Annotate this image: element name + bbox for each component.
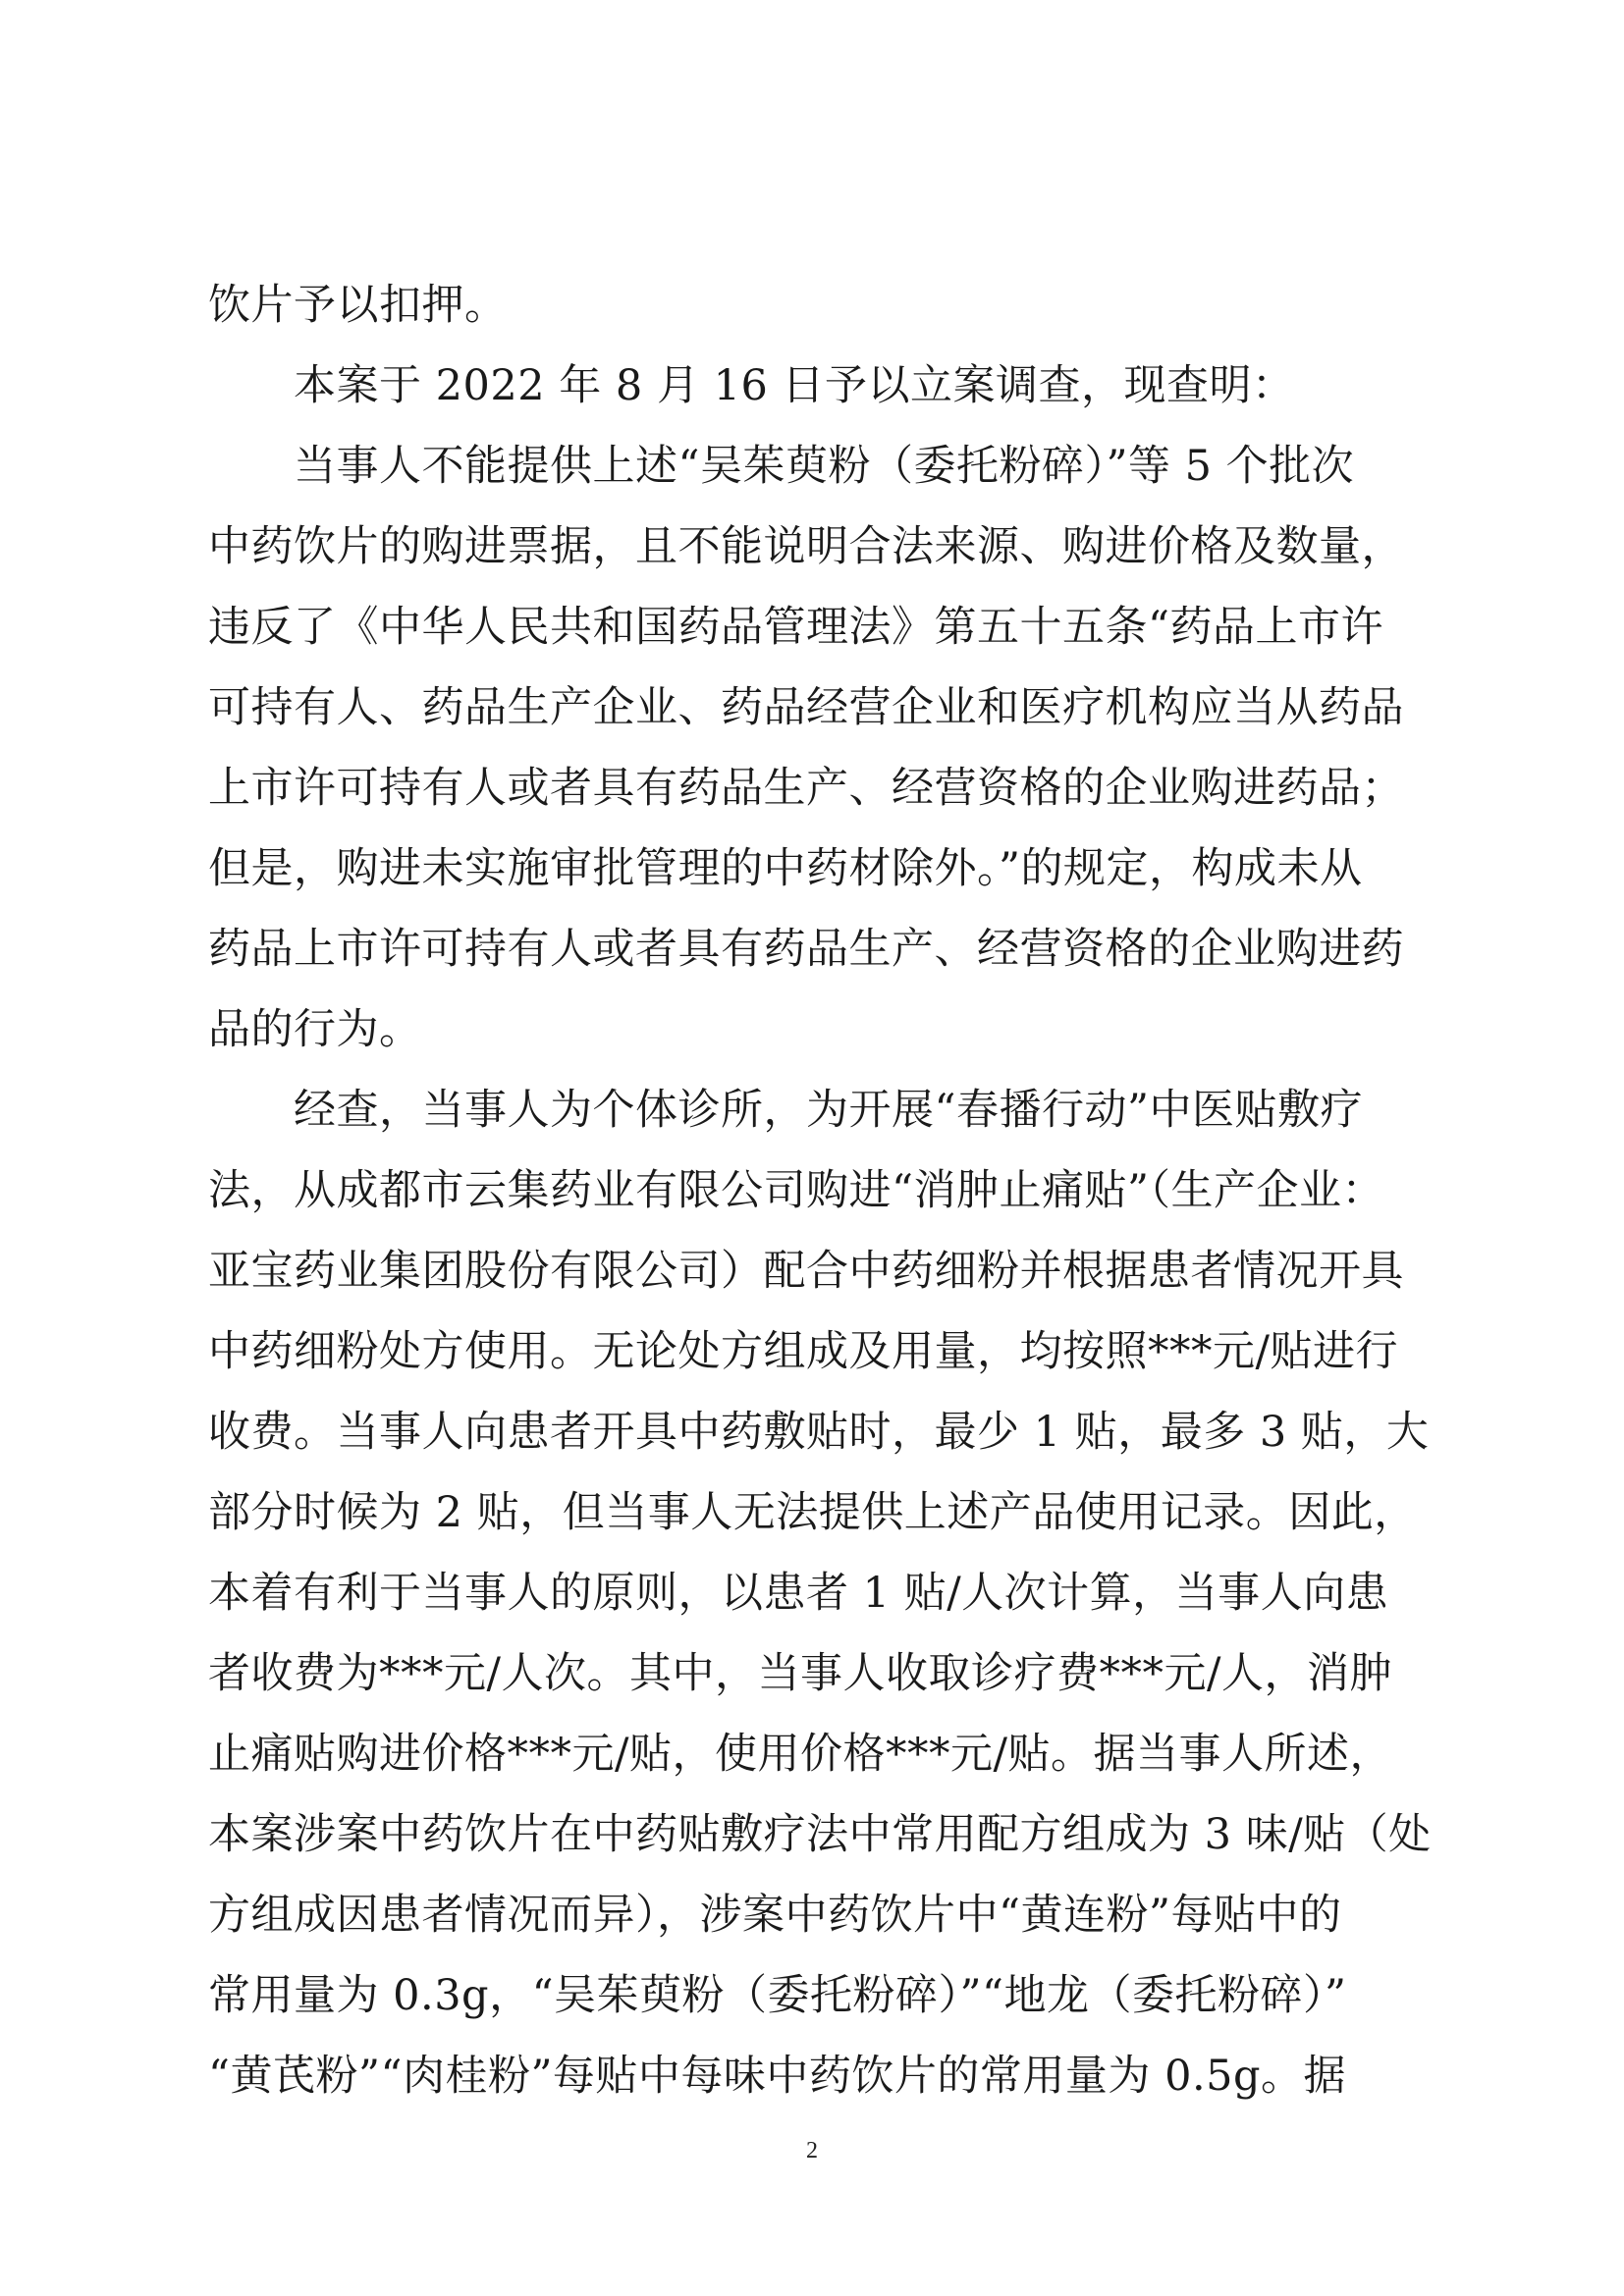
text-line: 常用量为 0.3g，“吴茱萸粉（委托粉碎）”“地龙（委托粉碎）” [208, 1971, 1347, 2020]
text-line: 中药饮片的购进票据，且不能说明合法来源、购进价格及数量， [208, 522, 1404, 571]
text-line: 本案于 2022 年 8 月 16 日予以立案调查，现查明： [208, 361, 1295, 410]
text-line: 但是，购进未实施审批管理的中药材除外。”的规定，构成未从 [208, 844, 1363, 893]
page-number: 2 [806, 2138, 818, 2163]
text-line: 中药细粉处方使用。无论处方组成及用量，均按照***元/贴进行 [208, 1327, 1398, 1376]
text-line: 品的行为。 [208, 1005, 422, 1054]
text-line: 者收费为***元/人次。其中，当事人收取诊疗费***元/人，消肿 [208, 1649, 1392, 1698]
text-line: 法，从成都市云集药业有限公司购进“消肿止痛贴”（生产企业： [208, 1166, 1384, 1215]
text-line: 当事人不能提供上述“吴茱萸粉（委托粉碎）”等 5 个批次 [208, 442, 1355, 491]
text-line: 方组成因患者情况而异），涉案中药饮片中“黄连粉”每贴中的 [208, 1891, 1342, 1940]
text-line: 部分时候为 2 贴，但当事人无法提供上述产品使用记录。因此， [208, 1488, 1417, 1537]
text-line: 本案涉案中药饮片在中药贴敷疗法中常用配方组成为 3 味/贴（处 [208, 1810, 1432, 1859]
text-line: 违反了《中华人民共和国药品管理法》第五十五条“药品上市许 [208, 603, 1383, 652]
text-line: 药品上市许可持有人或者具有药品生产、经营资格的企业购进药 [208, 925, 1404, 974]
text-line: 饮片予以扣押。 [208, 281, 508, 330]
body-text [208, 265, 1432, 2116]
text-line: 经查，当事人为个体诊所，为开展“春播行动”中医贴敷疗 [208, 1086, 1363, 1135]
text-line: 收费。当事人向患者开具中药敷贴时，最少 1 贴，最多 3 贴，大 [208, 1408, 1430, 1457]
text-line: “黄芪粉”“肉桂粉”每贴中每味中药饮片的常用量为 0.5g。据 [208, 2052, 1347, 2101]
text-line: 止痛贴购进价格***元/贴，使用价格***元/贴。据当事人所述， [208, 1730, 1392, 1779]
text-line: 亚宝药业集团股份有限公司）配合中药细粉并根据患者情况开具 [208, 1247, 1404, 1296]
text-line: 上市许可持有人或者具有药品生产、经营资格的企业购进药品； [208, 764, 1404, 813]
text-line: 可持有人、药品生产企业、药品经营企业和医疗机构应当从药品 [208, 683, 1404, 732]
text-line: 本着有利于当事人的原则，以患者 1 贴/人次计算，当事人向患 [208, 1569, 1389, 1618]
